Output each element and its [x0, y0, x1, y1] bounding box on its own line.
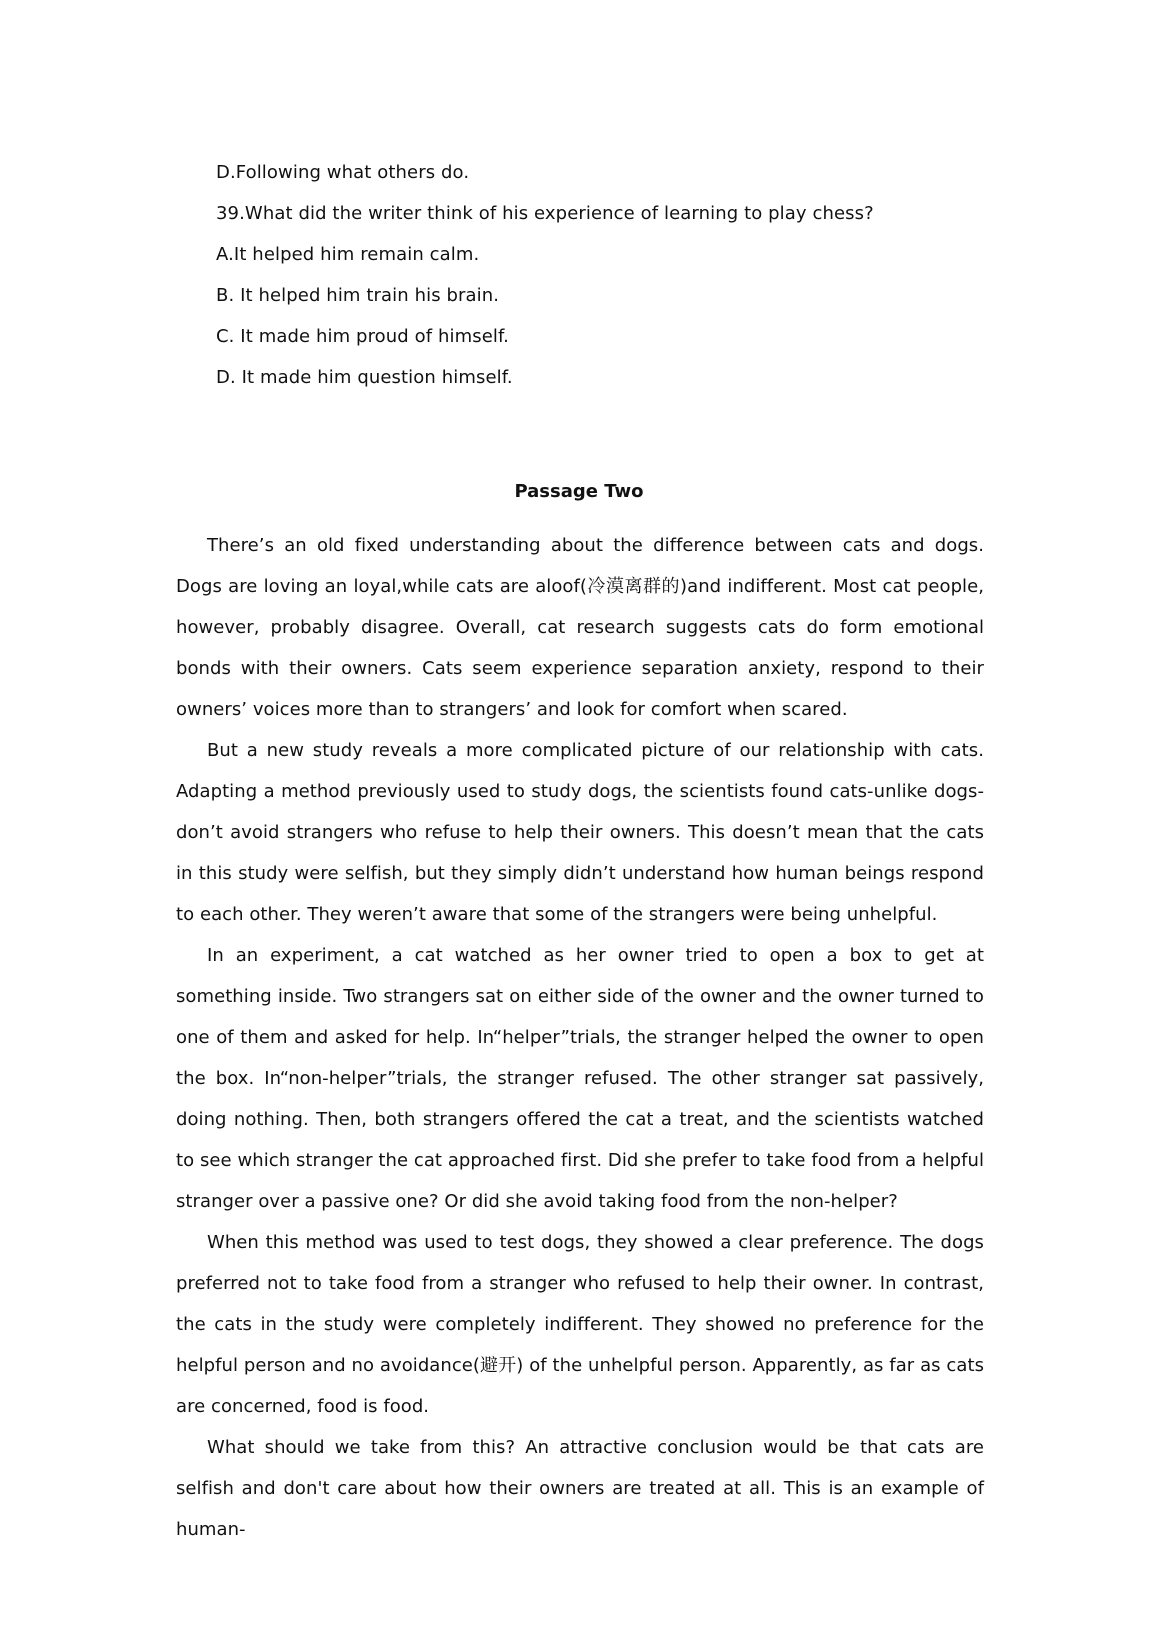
- passage-title: Passage Two: [514, 481, 644, 502]
- paragraph-5: What should we take from this? An attractive conclusion would be that cats are selfish and don't care about how their owners are treated at all. This is an example of human-: [176, 1437, 984, 1540]
- question-39-stem: 39.What did the writer think of his experience of learning to play chess?: [216, 203, 874, 224]
- question-39-option-c: C. It made him proud of himself.: [216, 326, 509, 347]
- paragraph-1: There’s an old fixed understanding about the difference between cats and dogs. Dogs are loving an loyal,while cats are aloof(冷漠离群的)and indifferent. Most cat people, however, probably disagree. Overall, cat research suggests cats do form emotional bonds with their owners. Cats seem experience separation anxiety, respond to their owners’ voices more than to strangers’ and look for comfort when scared.: [176, 535, 984, 720]
- question-39-option-b: B. It helped him train his brain.: [216, 285, 500, 306]
- paragraph-2: But a new study reveals a more complicated picture of our relationship with cats. Adapting a method previously used to study dogs, the scientists found cats-unlike dogs-don’t avoid strangers who refuse to help their owners. This doesn’t mean that the cats in this study were selfish, but they simply didn’t understand how human beings respond to each other. They weren’t aware that some of the strangers were being unhelpful.: [176, 740, 984, 925]
- passage-body: [176, 525, 984, 1550]
- question-39-option-a: A.It helped him remain calm.: [216, 244, 480, 265]
- paragraph-4: When this method was used to test dogs, they showed a clear preference. The dogs preferred not to take food from a stranger who refused to help their owner. In contrast, the cats in the study were completely indifferent. They showed no preference for the helpful person and no avoidance(避开) of the unhelpful person. Apparently, as far as cats are concerned, food is food.: [176, 1232, 984, 1417]
- question-39-option-d: D. It made him question himself.: [216, 367, 513, 388]
- option-d-previous: D.Following what others do.: [216, 162, 470, 183]
- question-block: [216, 152, 976, 398]
- paragraph-3: In an experiment, a cat watched as her owner tried to open a box to get at something inside. Two strangers sat on either side of the owner and the owner turned to one of them and asked for help. In“helper”trials, the stranger helped the owner to open the box. In“non-helper”trials, the stranger refused. The other stranger sat passively, doing nothing. Then, both strangers offered the cat a treat, and the scientists watched to see which stranger the cat approached first. Did she prefer to take food from a helpful stranger over a passive one? Or did she avoid taking food from the non-helper?: [176, 945, 984, 1212]
